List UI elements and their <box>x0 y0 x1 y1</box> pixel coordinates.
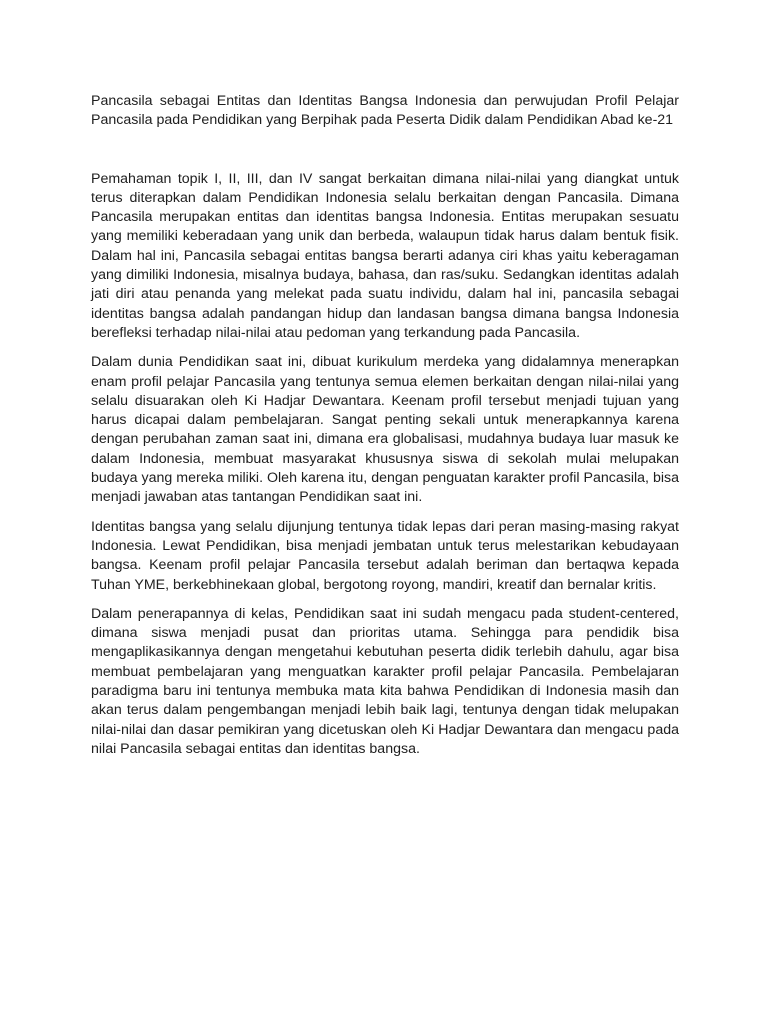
paragraph-4: Dalam penerapannya di kelas, Pendidikan saat ini sudah mengacu pada student-centered, dimana siswa menjadi pusat dan prioritas utama. Sehingga para pendidik bisa mengaplikasikannya dengan mengetahui kebutuhan peserta didik terlebih dahulu, agar bisa membuat pembelajaran yang menguatkan karakter profil pelajar Pancasila. Pembelajaran paradigma baru ini tentunya membuka mata kita bahwa Pendidikan di Indonesia masih dan akan terus dalam pengembangan menjadi lebih baik lagi, tentunya dengan tidak melupakan nilai-nilai dan dasar pemikiran yang dicetuskan oleh Ki Hadjar Dewantara dan mengacu pada nilai Pancasila sebagai entitas dan identitas bangsa. <box>91 605 679 757</box>
paragraph-2: Dalam dunia Pendidikan saat ini, dibuat kurikulum merdeka yang didalamnya menerapkan enam profil pelajar Pancasila yang tentunya semua elemen berkaitan dengan nilai-nilai yang selalu disuarakan oleh Ki Hadjar Dewantara. Keenam profil tersebut menjadi tujuan yang harus dicapai dalam pembelajaran. Sangat penting sekali untuk menerapkannya karena dengan perubahan zaman saat ini, dimana era globalisasi, mudahnya budaya luar masuk ke dalam Indonesia, membuat masyarakat khususnya siswa di sekolah mulai melupakan budaya yang mereka miliki. Oleh karena itu, dengan penguatan karakter profil Pancasila, bisa menjadi jawaban atas tantangan Pendidikan saat ini. <box>91 354 679 506</box>
document-title: Pancasila sebagai Entitas dan Identitas Bangsa Indonesia dan perwujudan Profil Pelajar Pancasila pada Pendidikan yang Berpihak pada Peserta Didik dalam Pendidikan Abad ke-21 <box>91 93 679 129</box>
document-body <box>91 92 679 769</box>
paragraph-1: Pemahaman topik I, II, III, dan IV sangat berkaitan dimana nilai-nilai yang diangkat untuk terus diterapkan dalam Pendidikan Indonesia selalu berkaitan dengan Pancasila. Dimana Pancasila merupakan entitas dan identitas bangsa Indonesia. Entitas merupakan sesuatu yang memiliki keberadaan yang unik dan berbeda, walaupun tidak harus dalam bentuk fisik. Dalam hal ini, Pancasila sebagai entitas bangsa berarti adanya ciri khas yaitu keberagaman yang dimiliki Indonesia, misalnya budaya, bahasa, dan ras/suku. Sedangkan identitas adalah jati diri atau penanda yang melekat pada suatu individu, dalam hal ini, pancasila sebagai identitas bangsa adalah pandangan hidup dan landasan bangsa dimana bangsa Indonesia berefleksi terhadap nilai-nilai atau pedoman yang terkandung pada Pancasila. <box>91 170 679 341</box>
paragraph-3: Identitas bangsa yang selalu dijunjung tentunya tidak lepas dari peran masing-masing rakyat Indonesia. Lewat Pendidikan, bisa menjadi jembatan untuk terus melestarikan kebudayaan bangsa. Keenam profil pelajar Pancasila tersebut adalah beriman dan bertaqwa kepada Tuhan YME, berkebhinekaan global, bergotong royong, mandiri, kreatif dan bernalar kritis. <box>91 518 679 593</box>
